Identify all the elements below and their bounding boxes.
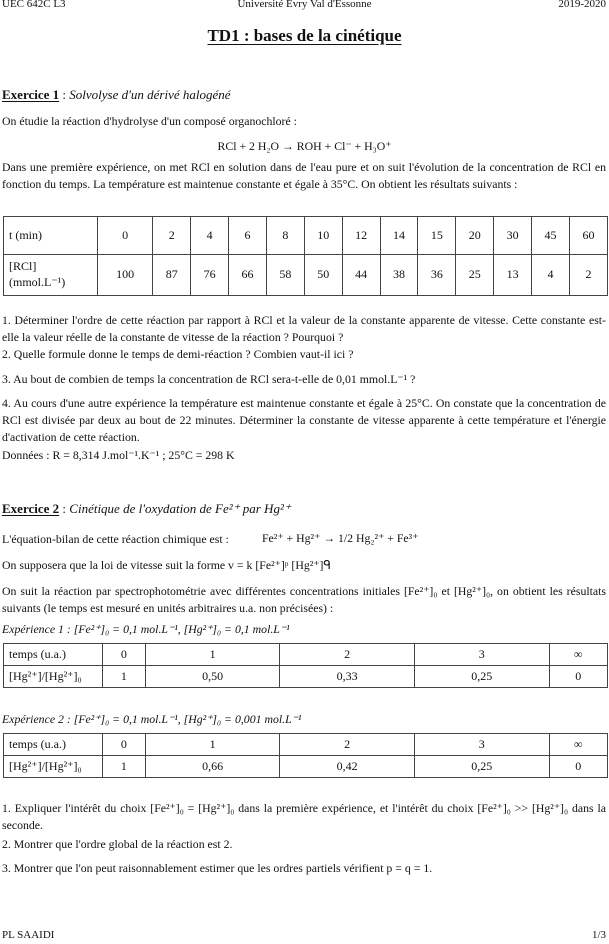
rcl-concentration-table bbox=[3, 216, 608, 296]
experiment-2-label: Expérience 2 : [Fe²⁺]₀ = 0,1 mol.L⁻¹, [Hg²⁺]₀ = 0,001 mol.L⁻¹ bbox=[2, 712, 302, 726]
table-cell-time: 1 bbox=[145, 734, 280, 756]
exercise-1-question-2: 2. Quelle formule donne le temps de demi-réaction ? Combien vaut-il ici ? bbox=[2, 347, 354, 361]
table-cell-time: 2 bbox=[280, 734, 415, 756]
table-cell-concentration: 38 bbox=[380, 255, 418, 296]
exercise-2-question-1: 1. Expliquer l'intérêt du choix [Fe²⁺]₀ = [Hg²⁺]₀ dans la première expérience, et l'intérêt du choix [Fe²⁺]₀ >> [Hg²⁺]₀ dans la seconde. bbox=[2, 801, 606, 832]
exercise-1-question-1: 1. Déterminer l'ordre de cette réaction par rapport à RCl et la valeur de la constante apparente de vitesse. Cette constante est-elle la valeur réelle de la constante de vitesse de la réaction ? Pourquoi ? bbox=[2, 313, 606, 344]
header-course: UEC 642C L3 bbox=[2, 0, 66, 10]
exercise-1-intro: On étudie la réaction d'hydrolyse d'un composé organochloré : bbox=[2, 114, 297, 128]
table-cell-ratio: 0 bbox=[549, 756, 608, 778]
table-cell-ratio: 1 bbox=[103, 756, 146, 778]
table-cell-time: 45 bbox=[532, 217, 570, 255]
exercise-1-heading: Exercice 1 : Solvolyse d'un dérivé halogéné bbox=[2, 87, 231, 102]
table-cell-time: 60 bbox=[569, 217, 607, 255]
table-cell-time: 3 bbox=[414, 644, 549, 666]
equation-label: L'équation-bilan de cette réaction chimique est : bbox=[2, 532, 229, 546]
table-cell-time: ∞ bbox=[549, 734, 608, 756]
exercise-1-description: Dans une première expérience, on met RCl en solution dans de l'eau pure et on suit l'évolution de la concentration de RCl en fonction du temps. La température est maintenue constante et égale à 35°C. On obtient les résultats suivants : bbox=[2, 160, 606, 191]
experiment-1-table bbox=[3, 643, 608, 688]
table-cell-concentration: 36 bbox=[418, 255, 456, 296]
table-cell-time: 20 bbox=[456, 217, 494, 255]
table-cell-concentration: 58 bbox=[266, 255, 304, 296]
reaction-equation: RCl + 2 H₂O → ROH + Cl⁻ + H₃O⁺ bbox=[217, 139, 392, 153]
table-cell-ratio: 0,50 bbox=[145, 666, 280, 688]
table-cell-time: 1 bbox=[145, 644, 280, 666]
table-header-ratio: [Hg²⁺]/[Hg²⁺]₀ bbox=[4, 666, 103, 688]
table-cell-time: 6 bbox=[229, 217, 267, 255]
table-cell-time: ∞ bbox=[549, 644, 608, 666]
table-cell-concentration: 13 bbox=[494, 255, 532, 296]
table-cell-time: 4 bbox=[191, 217, 229, 255]
exercise-2-method: On suit la réaction par spectrophotométrie avec différentes concentrations initiales [Fe²⁺]₀ et [Hg²⁺]₀, on obtient les résultats suivants (le temps est mesuré en unités arbitraires u.a. non précisées) : bbox=[2, 584, 606, 615]
exercise-1-subtitle: Solvolyse d'un dérivé halogéné bbox=[69, 87, 231, 102]
exercise-2-question-2: 2. Montrer que l'ordre global de la réaction est 2. bbox=[2, 837, 233, 851]
table-cell-time: 0 bbox=[98, 217, 153, 255]
table-cell-time: 8 bbox=[266, 217, 304, 255]
table-cell-time: 3 bbox=[414, 734, 549, 756]
table-header-time: t (min) bbox=[4, 217, 98, 255]
table-cell-concentration: 50 bbox=[304, 255, 342, 296]
exercise-2-heading: Exercice 2 : Cinétique de l'oxydation de Fe²⁺ par Hg²⁺ bbox=[2, 501, 291, 516]
table-cell-time: 14 bbox=[380, 217, 418, 255]
table-header-time: temps (u.a.) bbox=[4, 734, 103, 756]
table-cell-concentration: 4 bbox=[532, 255, 570, 296]
table-cell-concentration: 87 bbox=[153, 255, 191, 296]
table-cell-time: 2 bbox=[280, 644, 415, 666]
table-header-concentration: [RCl] (mmol.L⁻¹) bbox=[4, 255, 98, 296]
table-cell-ratio: 0 bbox=[549, 666, 608, 688]
rate-law: On supposera que la loi de vitesse suit la forme v = k [Fe²⁺]ᵖ [Hg²⁺]ᑫ bbox=[2, 558, 331, 572]
exercise-1-label: Exercice 1 bbox=[2, 87, 60, 102]
table-cell-ratio: 0,42 bbox=[280, 756, 415, 778]
table-cell-time: 12 bbox=[342, 217, 380, 255]
experiment-2-table bbox=[3, 733, 608, 778]
exercise-2-subtitle: Cinétique de l'oxydation de Fe²⁺ par Hg²⁺ bbox=[69, 501, 291, 516]
exercise-1-data: Données : R = 8,314 J.mol⁻¹.K⁻¹ ; 25°C = 298 K bbox=[2, 448, 235, 462]
exercise-1-question-4: 4. Au cours d'une autre expérience la température est maintenue constante et égale à 25°C. On constate que la concentration de RCl est divisée par deux au bout de 22 minutes. Déterminer la constante de vitesse apparente à cette température et l'énergie d'activation de cette réaction. bbox=[2, 396, 606, 444]
table-cell-time: 10 bbox=[304, 217, 342, 255]
table-cell-concentration: 2 bbox=[569, 255, 607, 296]
table-cell-ratio: 1 bbox=[103, 666, 146, 688]
redox-equation: Fe²⁺ + Hg²⁺ → 1/2 Hg₂²⁺ + Fe³⁺ bbox=[262, 531, 419, 545]
footer-author: PL SAAIDI bbox=[2, 929, 55, 941]
table-cell-time: 30 bbox=[494, 217, 532, 255]
table-cell-concentration: 76 bbox=[191, 255, 229, 296]
table-cell-ratio: 0,25 bbox=[414, 756, 549, 778]
table-cell-ratio: 0,25 bbox=[414, 666, 549, 688]
table-cell-ratio: 0,66 bbox=[145, 756, 280, 778]
table-cell-time: 2 bbox=[153, 217, 191, 255]
table-cell-ratio: 0,33 bbox=[280, 666, 415, 688]
header-year: 2019-2020 bbox=[558, 0, 606, 10]
table-header-time: temps (u.a.) bbox=[4, 644, 103, 666]
table-cell-time: 0 bbox=[103, 734, 146, 756]
header-university: Université Evry Val d'Essonne bbox=[237, 0, 372, 10]
table-cell-time: 15 bbox=[418, 217, 456, 255]
table-cell-concentration: 100 bbox=[98, 255, 153, 296]
exercise-1-question-3: 3. Au bout de combien de temps la concentration de RCl sera-t-elle de 0,01 mmol.L⁻¹ ? bbox=[2, 372, 416, 386]
exercise-2-question-3: 3. Montrer que l'on peut raisonnablement estimer que les ordres partiels vérifient p = q = 1. bbox=[2, 861, 433, 875]
table-cell-concentration: 44 bbox=[342, 255, 380, 296]
table-cell-concentration: 66 bbox=[229, 255, 267, 296]
table-cell-concentration: 25 bbox=[456, 255, 494, 296]
footer-page-number: 1/3 bbox=[591, 929, 606, 941]
table-header-ratio: [Hg²⁺]/[Hg²⁺]₀ bbox=[4, 756, 103, 778]
page-title: TD1 : bases de la cinétique bbox=[207, 26, 402, 45]
exercise-2-label: Exercice 2 bbox=[2, 501, 60, 516]
experiment-1-label: Expérience 1 : [Fe²⁺]₀ = 0,1 mol.L⁻¹, [Hg²⁺]₀ = 0,1 mol.L⁻¹ bbox=[2, 622, 290, 636]
table-cell-time: 0 bbox=[103, 644, 146, 666]
